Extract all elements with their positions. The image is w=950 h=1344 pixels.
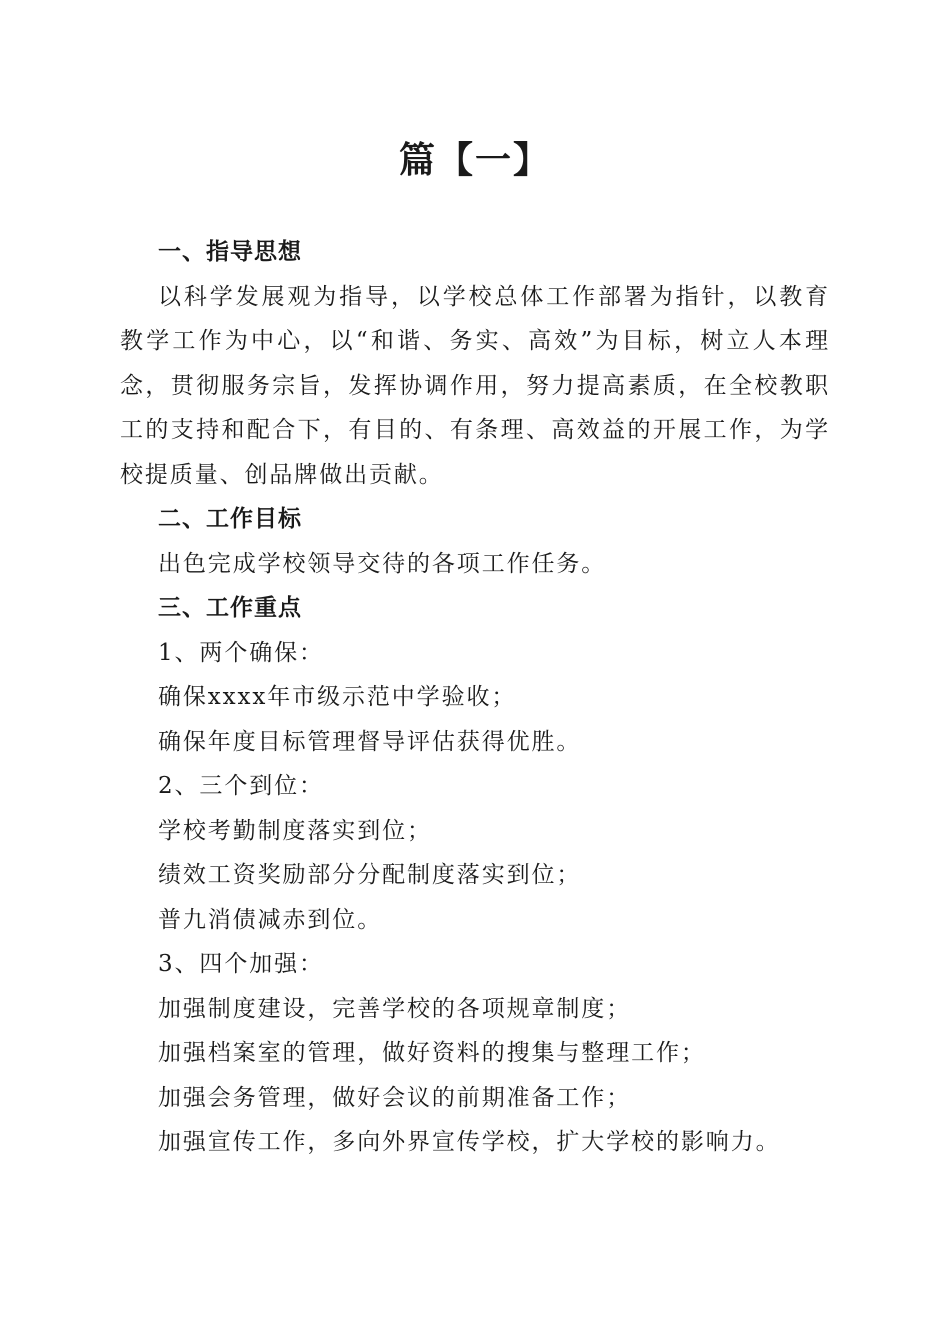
list-item: 绩效工资奖励部分分配制度落实到位； <box>158 862 582 888</box>
group-label-four-strengthen: 3、四个加强： <box>158 951 324 977</box>
group-label-three-in-place: 2、三个到位： <box>158 773 324 799</box>
section-heading-work-goals: 二、工作目标 <box>158 506 302 532</box>
section-heading-work-focus: 三、工作重点 <box>158 595 302 621</box>
list-item: 确保年度目标管理督导评估获得优胜。 <box>158 728 582 755</box>
list-item: 加强档案室的管理，做好资料的搜集与整理工作； <box>158 1040 706 1066</box>
section-paragraph-work-goals: 出色完成学校领导交待的各项工作任务。 <box>158 550 607 577</box>
list-item: 加强制度建设，完善学校的各项规章制度； <box>158 995 632 1022</box>
list-item: 加强会务管理，做好会议的前期准备工作； <box>158 1084 632 1111</box>
group-label-two-ensures: 1、两个确保： <box>158 639 324 666</box>
list-item: 加强宣传工作，多向外界宣传学校，扩大学校的影响力。 <box>158 1129 781 1155</box>
list-item: 普九消债减赤到位。 <box>158 906 383 933</box>
document-title: 篇【一】 <box>398 139 551 181</box>
list-item: 学校考勤制度落实到位； <box>158 817 432 844</box>
section-heading-guiding-ideology: 一、指导思想 <box>158 239 302 265</box>
document-body <box>120 230 830 1165</box>
list-item: 确保xxxx年市级示范中学验收； <box>158 684 517 710</box>
section-paragraph-guiding-ideology: 以科学发展观为指导，以学校总体工作部署为指针，以教育教学工作为中心，以“和谐、务实、高效”为目标，树立人本理念，贯彻服务宗旨，发挥协调作用，努力提高素质，在全校教职工的支持和配合下，有目的、有条理、高效益的开展工作，为学校提质量、创品牌做出贡献。 <box>120 283 830 488</box>
